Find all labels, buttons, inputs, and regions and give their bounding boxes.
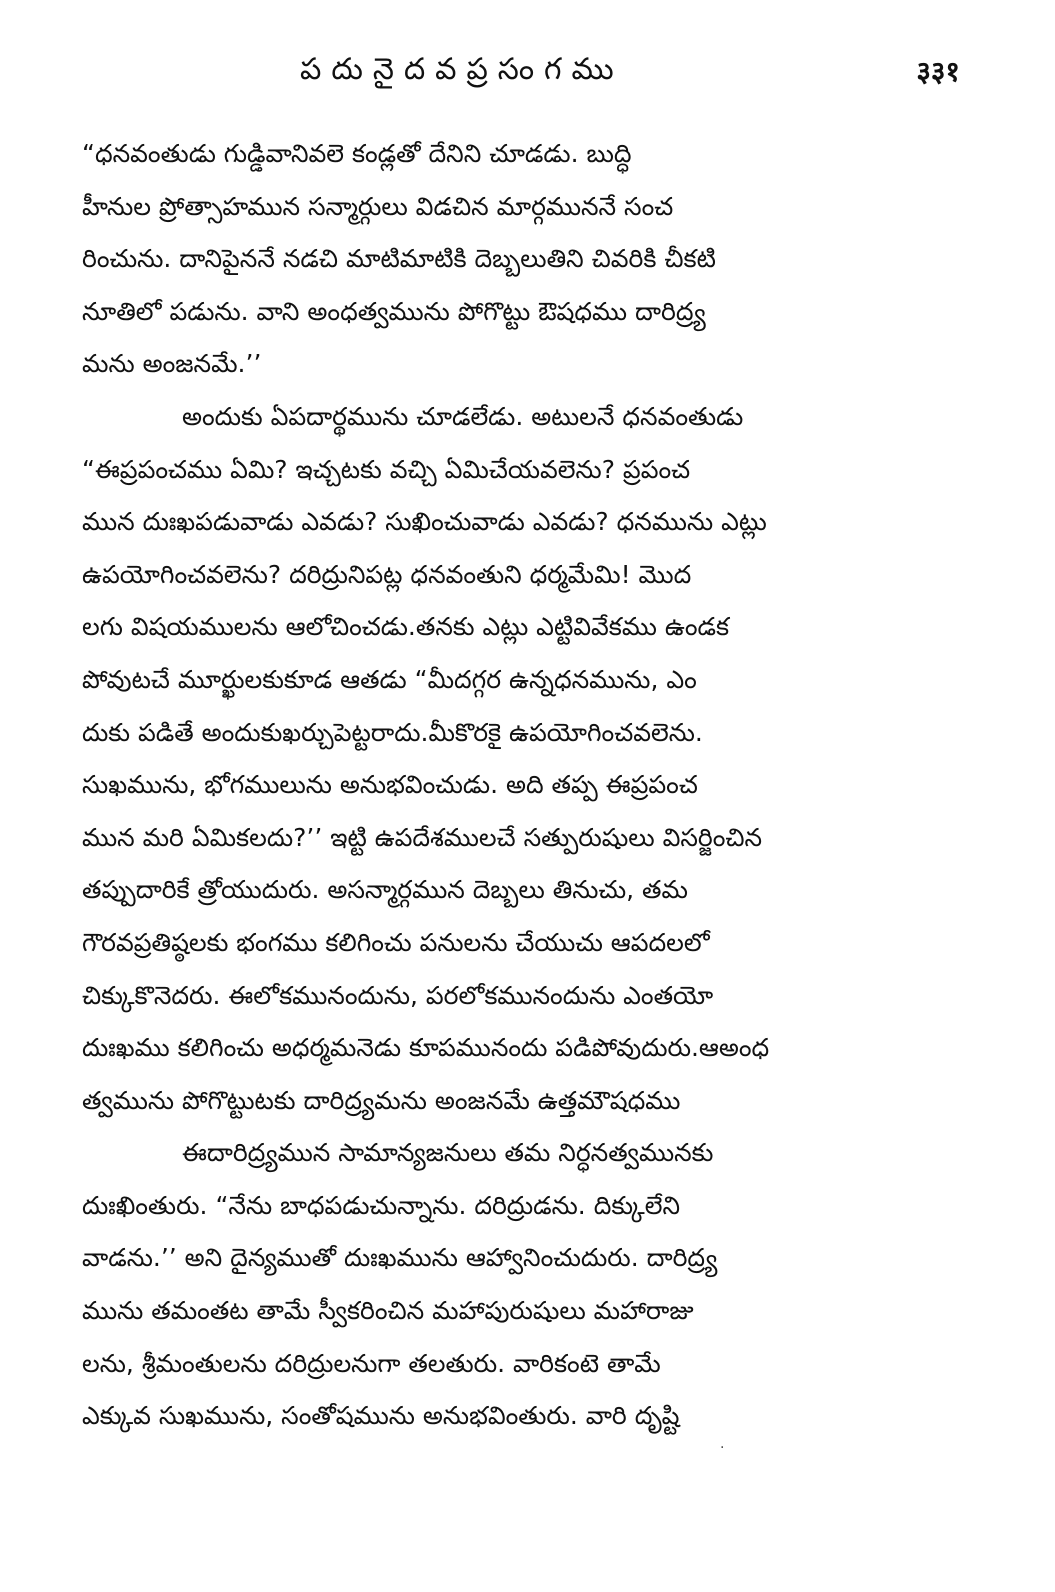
text-line: త్వమును పోగొట్టుటకు దారిద్ర్యమను అంజనమే ఉత్తమౌషధము (82, 1085, 681, 1115)
text-line: చిక్కుకొనెదరు. ఈలోకమునందును, పరలోకమునందును ఎంతయో (82, 980, 714, 1010)
text-line: రించును. దానిపైననే నడచి మాటిమాటికి దెబ్బలుతిని చివరికి చీకటి (82, 244, 716, 274)
text-line: పోవుటచే మూర్ఖులకుకూడ ఆతడు “మీదగ్గర ఉన్నధనమును, ఎం (82, 664, 697, 694)
text-line: దుఃఖింతురు. “నేను బాధపడుచున్నాను. దరిద్రుడను. దిక్కులేని (82, 1190, 681, 1220)
text-line: అందుకు ఏపదార్థమును చూడలేడు. అటులనే ధనవంతుడు (182, 401, 744, 431)
text-line: “ధనవంతుడు గుడ్డివానివలె కండ్లతో దేనిని చూడడు. బుద్ధి (82, 139, 632, 168)
page-header (80, 52, 960, 102)
text-line: లగు విషయములను ఆలోచించడు.తనకు ఎట్లు ఎట్టివివేకము ఉండక (82, 612, 730, 642)
text-line: వాడను.’’ అని దైన్యముతో దుఃఖమును ఆహ్వానించుదురు. దారిద్ర్య (82, 1243, 718, 1273)
text-line: సుఖమును, భోగములును అనుభవించుడు. అది తప్ప ఈప్రపంచ (82, 770, 698, 800)
text-line: “ఈప్రపంచము ఏమి? ఇచ్చటకు వచ్చి ఏమిచేయవలెను? ప్రపంచ (82, 454, 691, 484)
text-line: మున దుఃఖపడువాడు ఎవడు? సుఖించువాడు ఎవడు? ధనమును ఎట్లు (82, 507, 767, 537)
text-line: దుకు పడితే అందుకుఖర్చుపెట్టరాదు.మీకొరకై ఉపయోగించవలెను. (82, 717, 703, 747)
text-line: ఎక్కువ సుఖమును, సంతోషమును అనుభవింతురు. వారి దృష్టి (82, 1401, 680, 1431)
text-line: ఈదారిద్ర్యమున సామాన్యజనులు తమ నిర్ధనత్వమునకు (182, 1138, 714, 1168)
running-title: పదునైదవప్రసంగము (300, 52, 624, 87)
text-line: మున మరి ఏమికలదు?’’ ఇట్టి ఉపదేశములచే సత్పురుషులు విసర్జించిన (82, 822, 763, 852)
text-line: మను అంజనమే.’’ (82, 349, 262, 379)
text-line: తప్పుదారికే త్రోయుదురు. అసన్మార్గమున దెబ్బలు తినుచు, తమ (82, 875, 688, 905)
text-line: లను, శ్రీమంతులను దరిద్రులనుగా తలతురు. వారికంటె తామే (82, 1348, 661, 1378)
text-line: గౌరవప్రతిష్ఠలకు భంగము కలిగించు పనులను చేయుచు ఆపదలలో (82, 927, 710, 957)
body-text (82, 128, 942, 1443)
text-line: దుఃఖము కలిగించు అధర్మమనెడు కూపమునందు పడిపోవుదురు.ఆఅంధ (82, 1033, 770, 1063)
text-line: హీనుల ప్రోత్సాహమున సన్మార్గులు విడచిన మార్గముననే సంచ (82, 191, 674, 221)
text-line: మును తమంతట తామే స్వీకరించిన మహాపురుషులు మహారాజు (82, 1296, 694, 1326)
text-line: ఉపయోగించవలెను? దరిద్రునిపట్ల ధనవంతుని ధర్మమేమి! మొద (82, 559, 692, 589)
page-number: ३३१ (916, 55, 960, 88)
text-line: నూతిలో పడును. వాని అంధత్వమును పోగొట్టు ఔషధము దారిద్ర్య (82, 296, 706, 326)
scan-speck: · (720, 1440, 725, 1456)
